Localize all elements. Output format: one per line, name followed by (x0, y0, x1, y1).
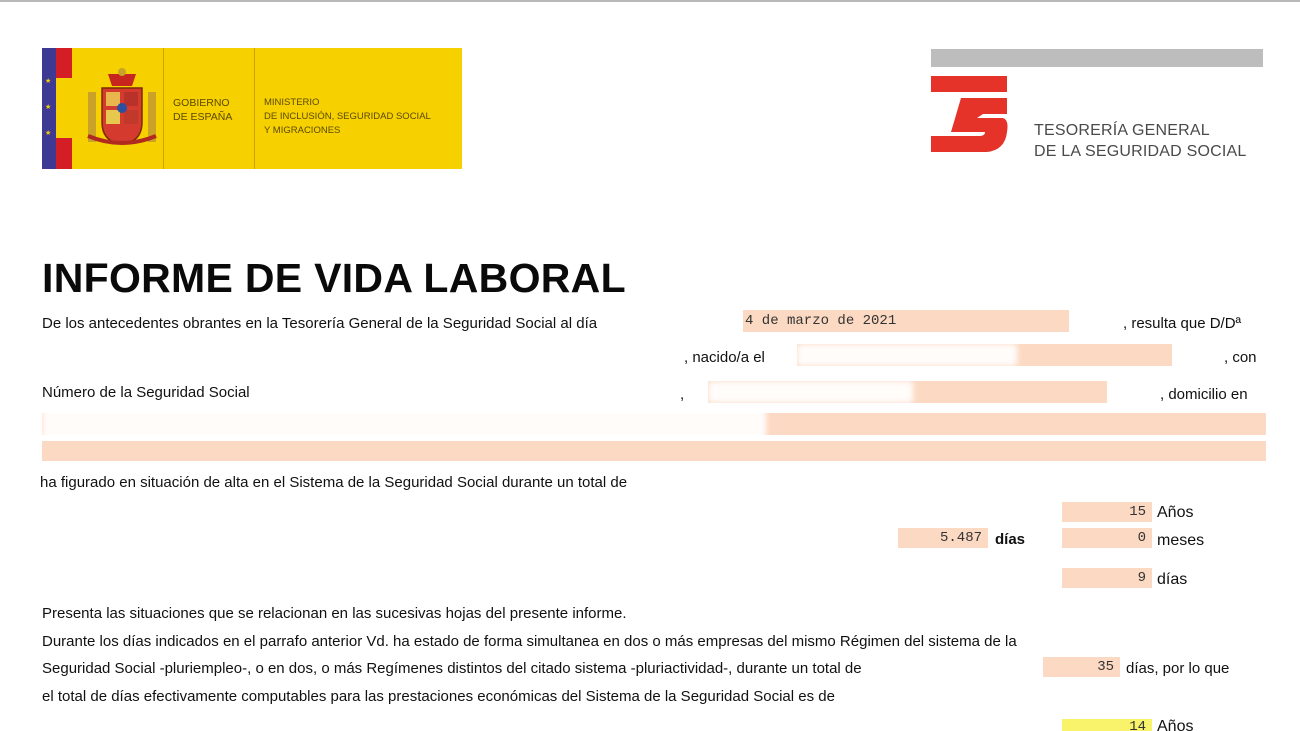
coat-of-arms-icon (86, 66, 158, 152)
years-value: 15 (1129, 504, 1146, 520)
eu-flag-strip: ★ ★ ★ (42, 48, 56, 169)
total-days-label: días (995, 531, 1026, 548)
overlap-days-value: 35 (1097, 659, 1114, 675)
con-label: , con (1224, 349, 1257, 366)
years-label: Años (1157, 504, 1194, 521)
redacted-address (42, 408, 766, 442)
computable-years-value: 14 (1129, 719, 1146, 731)
computable-years-label: Años (1157, 719, 1194, 731)
redacted-name (42, 344, 678, 370)
dd-label: , resulta que D/Dª (1123, 315, 1242, 332)
page-title: INFORME DE VIDA LABORAL (42, 255, 626, 301)
tgss-name: TESORERÍA GENERAL DE LA SEGURIDAD SOCIAL (1034, 122, 1247, 160)
pluriempleo-line-3: el total de días efectivamente computables para las prestaciones económicas del Sistema de la Seguridad Social es de (42, 688, 835, 705)
report-intro-text: De los antecedentes obrantes en la Tesorería General de la Seguridad Social al día (42, 315, 598, 332)
months-field (1062, 528, 1152, 548)
domicilio-label: , domicilio en (1160, 386, 1248, 403)
comma-separator: , (680, 386, 685, 403)
address-line-2 (42, 441, 1266, 461)
pluriempleo-line-1: Durante los días indicados en el parrafo anterior Vd. ha estado de forma simultanea en dos o más empresas del mismo Régimen del sistema de la (42, 633, 1017, 650)
months-value: 0 (1137, 530, 1146, 546)
report-date-field (743, 310, 1069, 332)
days-value: 9 (1137, 570, 1146, 586)
overlap-days-field (1043, 657, 1120, 677)
alta-text: ha figurado en situación de alta en el Sistema de la Seguridad Social durante un total de (40, 474, 628, 491)
computable-years-field (1062, 719, 1152, 731)
top-border (0, 0, 1300, 2)
days-field (1062, 568, 1152, 588)
redacted-nss (316, 372, 685, 408)
redacted-birth-date (797, 344, 1017, 366)
months-label: meses (1157, 532, 1205, 549)
tgss-logo-icon (931, 76, 1009, 154)
nss-label: Número de la Seguridad Social (42, 384, 250, 401)
tgss-header-bar (931, 49, 1263, 67)
gobierno-text: GOBIERNO DE ESPAÑA (173, 97, 233, 123)
situations-paragraph: Presenta las situaciones que se relacionan en las sucesivas hojas del presente informe. (42, 605, 627, 622)
ministerio-text: MINISTERIO DE INCLUSIÓN, SEGURIDAD SOCIAL Y MIGRACIONES (264, 97, 431, 136)
pluriempleo-line-2: Seguridad Social -pluriempleo-, o en dos, o más Regímenes distintos del citado sistema -pluriactividad-, durante un total de (42, 660, 862, 677)
overlap-days-suffix: días, por lo que (1126, 660, 1230, 677)
total-days-field (898, 528, 988, 548)
days-label: días (1157, 571, 1188, 588)
report-date-value: 4 de marzo de 2021 (745, 313, 897, 329)
born-label: , nacido/a el (684, 349, 765, 366)
years-field (1062, 502, 1152, 522)
redacted-nss-second (708, 381, 913, 403)
total-days-value: 5.487 (939, 530, 982, 546)
gobierno-espana-logo (42, 48, 462, 169)
